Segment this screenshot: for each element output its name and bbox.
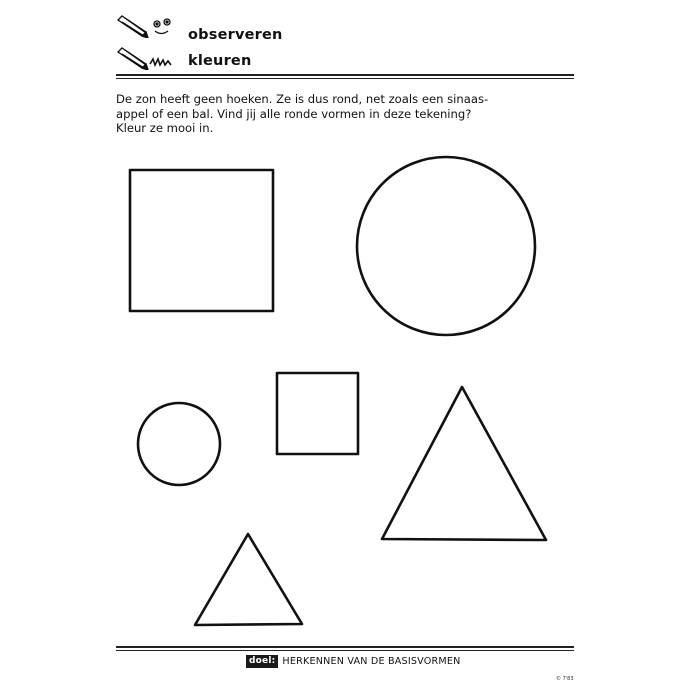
large-triangle-shape bbox=[382, 387, 546, 540]
footer-goal bbox=[246, 655, 460, 668]
small-circle-shape bbox=[138, 403, 220, 485]
header-label-observeren: observeren bbox=[188, 27, 283, 43]
large-circle-shape bbox=[357, 157, 535, 335]
footer-rule-thin bbox=[116, 650, 574, 651]
large-square-shape bbox=[130, 170, 273, 311]
header-label-kleuren: kleuren bbox=[188, 53, 252, 69]
instructions-line-2: appel of een bal. Vind jij alle ronde vormen in deze tekening? bbox=[116, 106, 472, 121]
goal-badge: doel: bbox=[246, 655, 278, 668]
footer-rule bbox=[116, 646, 574, 648]
goal-text: HERKENNEN VAN DE BASISVORMEN bbox=[282, 656, 461, 667]
small-triangle-shape bbox=[195, 534, 302, 625]
instructions-line-3: Kleur ze mooi in. bbox=[116, 121, 214, 135]
page-code: © 7'83 bbox=[556, 676, 574, 682]
small-square-shape bbox=[277, 373, 358, 454]
instructions-line-1: De zon heeft geen hoeken. Ze is dus rond, net zoals een sinaas- bbox=[116, 92, 489, 106]
